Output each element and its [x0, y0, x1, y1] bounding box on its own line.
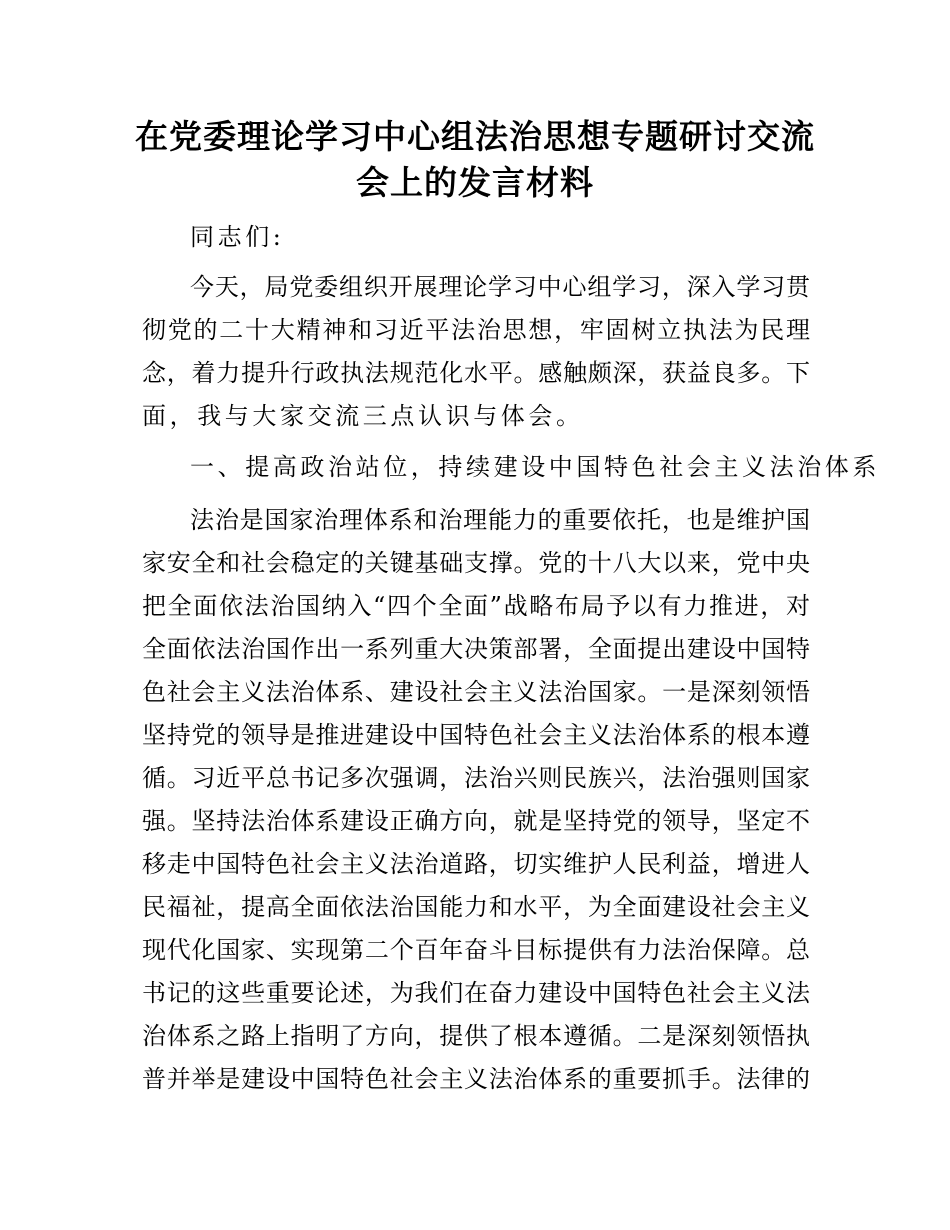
section-heading-1: 一、提高政治站位，持续建设中国特色社会主义法治体系 — [190, 453, 880, 481]
document-title-line-1: 在党委理论学习中心组法治思想专题研讨交流 — [135, 117, 815, 156]
paragraph-1-line-2: 彻党的二十大精神和习近平法治思想，牢固树立执法为民理 — [142, 316, 810, 344]
paragraph-2-line-7: 循。习近平总书记多次强调，法治兴则民族兴，法治强则国家 — [142, 764, 810, 792]
paragraph-2-line-3: 把全面依法治国纳入“四个全面”战略布局予以有力推进，对 — [142, 592, 810, 620]
paragraph-2-line-9: 移走中国特色社会主义法治道路，切实维护人民利益，增进人 — [142, 850, 810, 878]
paragraph-2-line-8: 强。坚持法治体系建设正确方向，就是坚持党的领导，坚定不 — [142, 807, 810, 835]
paragraph-2-line-6: 坚持党的领导是推进建设中国特色社会主义法治体系的根本遵 — [142, 721, 810, 749]
paragraph-2-line-2: 家安全和社会稳定的关键基础支撑。党的十八大以来，党中央 — [142, 549, 810, 577]
paragraph-2-line-13: 治体系之路上指明了方向，提供了根本遵循。二是深刻领悟执 — [142, 1022, 810, 1050]
paragraph-2-line-1: 法治是国家治理体系和治理能力的重要依托，也是维护国 — [190, 506, 810, 534]
paragraph-1-line-3: 念，着力提升行政执法规范化水平。感触颇深，获益良多。下 — [142, 359, 810, 387]
paragraph-1-line-4: 面，我与大家交流三点认识与体会。 — [142, 402, 584, 430]
paragraph-2-line-11: 现代化国家、实现第二个百年奋斗目标提供有力法治保障。总 — [142, 936, 810, 964]
salutation: 同志们: — [190, 223, 285, 251]
paragraph-2-line-14: 普并举是建设中国特色社会主义法治体系的重要抓手。法律的 — [142, 1065, 810, 1093]
paragraph-2-line-5: 色社会主义法治体系、建设社会主义法治国家。一是深刻领悟 — [142, 678, 810, 706]
document-title-line-2: 会上的发言材料 — [356, 163, 594, 202]
paragraph-2-line-4: 全面依法治国作出一系列重大决策部署，全面提出建设中国特 — [142, 635, 810, 663]
paragraph-2-line-10: 民福祉，提高全面依法治国能力和水平，为全面建设社会主义 — [142, 893, 810, 921]
paragraph-2-line-12: 书记的这些重要论述，为我们在奋力建设中国特色社会主义法 — [142, 979, 810, 1007]
paragraph-1-line-1: 今天，局党委组织开展理论学习中心组学习，深入学习贯 — [190, 273, 810, 301]
